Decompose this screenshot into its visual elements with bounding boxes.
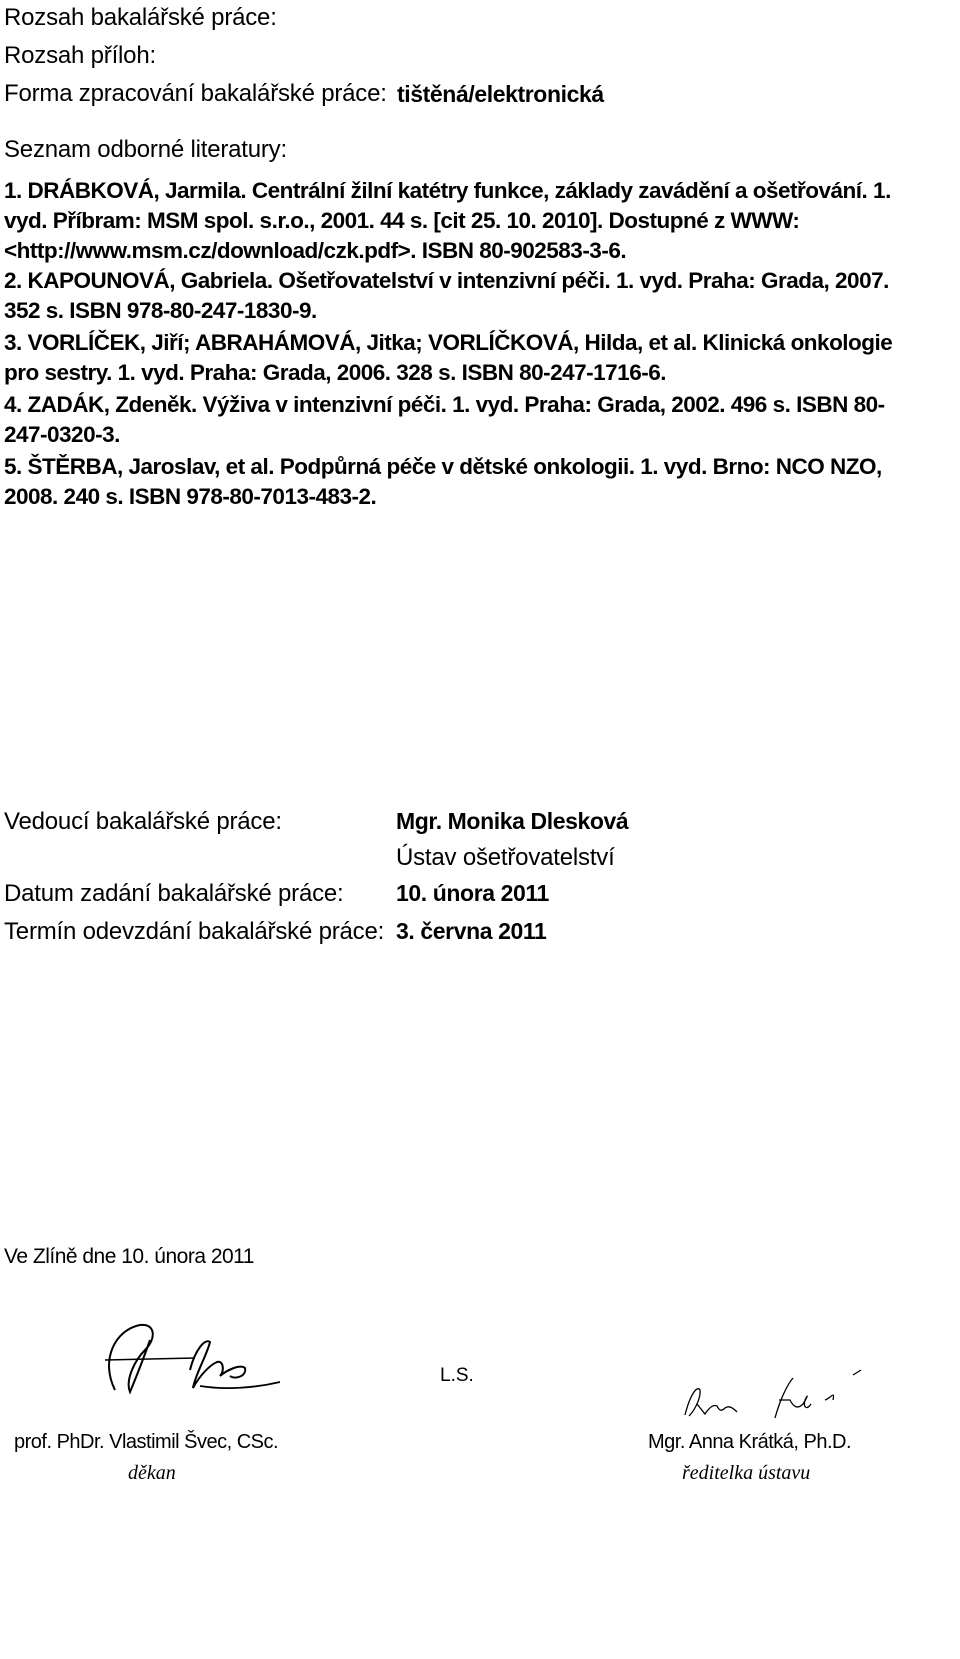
vedouci-department: Ústav ošetřovatelství xyxy=(396,844,615,871)
director-signature xyxy=(675,1370,875,1430)
zadani-value: 10. února 2011 xyxy=(396,880,549,906)
vedouci-name: Mgr. Monika Dlesková xyxy=(396,808,629,834)
literature-item: 3. VORLÍČEK, Jiří; ABRAHÁMOVÁ, Jitka; VORLÍČKOVÁ, Hilda, et al. Klinická onkologie pro sestry. 1. vyd. Praha: Grada, 2006. 328 s. ISBN 80-247-1716-6. xyxy=(4,330,893,385)
director-role: ředitelka ústavu xyxy=(682,1462,811,1484)
dean-signature xyxy=(95,1320,285,1400)
place-date: Ve Zlíně dne 10. února 2011 xyxy=(4,1245,254,1268)
seal-label: L.S. xyxy=(440,1365,474,1386)
literature-item: 4. ZADÁK, Zdeněk. Výživa v intenzivní péči. 1. vyd. Praha: Grada, 2002. 496 s. ISBN 80-247-0320-3. xyxy=(4,392,885,447)
zadani-label: Datum zadání bakalářské práce: xyxy=(4,880,344,907)
literature-item: 1. DRÁBKOVÁ, Jarmila. Centrální žilní katétry funkce, základy zavádění a ošetřování. 1. vyd. Příbram: MSM spol. s.r.o., 2001. 44 s. [cit 25. 10. 2010]. Dostupné z WWW: <http://www.msm.cz/download/czk.pdf>. ISBN 80-902583-3-6. xyxy=(4,178,891,263)
dean-name: prof. PhDr. Vlastimil Švec, CSc. xyxy=(14,1431,279,1453)
dean-role: děkan xyxy=(128,1462,176,1484)
director-name: Mgr. Anna Krátká, Ph.D. xyxy=(648,1431,852,1453)
rozsah-prace-label: Rozsah bakalářské práce: xyxy=(4,4,277,31)
forma-label: Forma zpracování bakalářské práce: xyxy=(4,80,387,107)
literature-item: 5. ŠTĚRBA, Jaroslav, et al. Podpůrná péče v dětské onkologii. 1. vyd. Brno: NCO NZO, 2008. 240 s. ISBN 978-80-7013-483-2. xyxy=(4,454,882,509)
rozsah-priloh-label: Rozsah příloh: xyxy=(4,42,156,69)
odevzdani-value: 3. června 2011 xyxy=(396,918,547,944)
vedouci-label: Vedoucí bakalářské práce: xyxy=(4,808,282,835)
literature-item: 2. KAPOUNOVÁ, Gabriela. Ošetřovatelství v intenzivní péči. 1. vyd. Praha: Grada, 2007. 352 s. ISBN 978-80-247-1830-9. xyxy=(4,268,889,323)
forma-value: tištěná/elektronická xyxy=(397,81,604,107)
odevzdani-label: Termín odevzdání bakalářské práce: xyxy=(4,918,385,945)
literature-heading: Seznam odborné literatury: xyxy=(4,136,287,163)
